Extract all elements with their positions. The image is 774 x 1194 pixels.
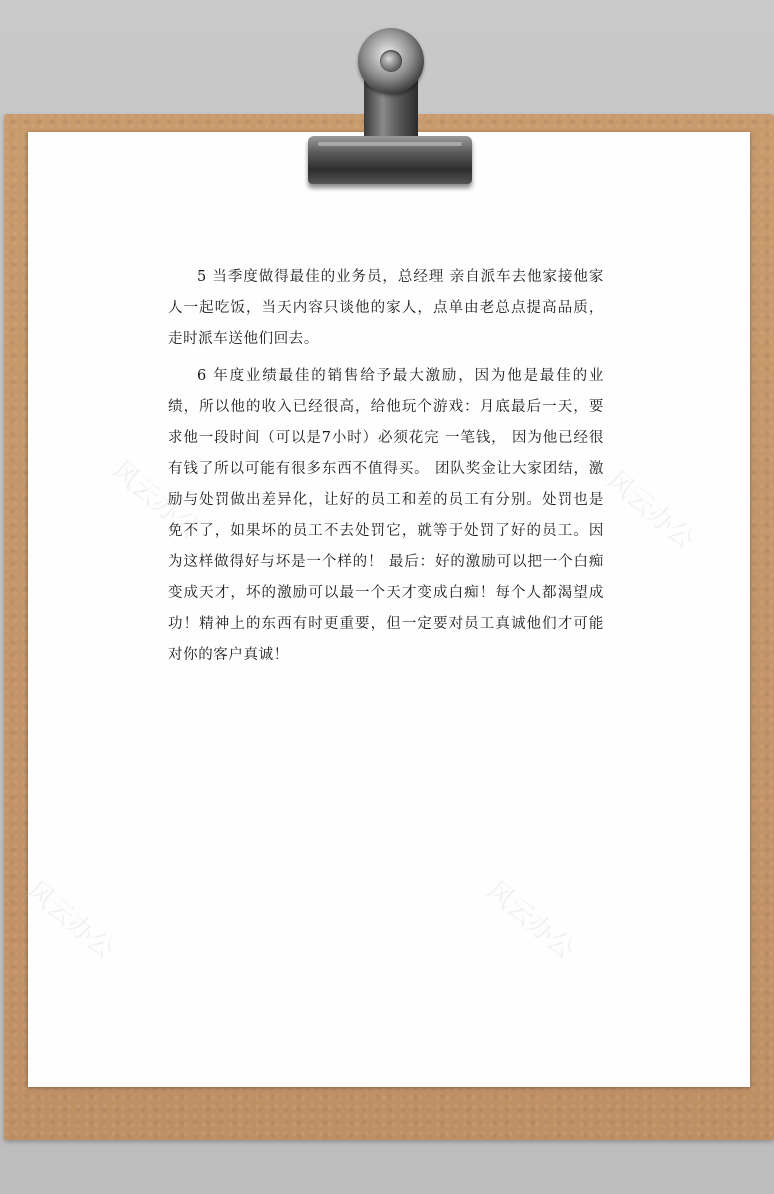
watermark: 风云办公 — [105, 455, 205, 546]
watermark: 风云办公 — [600, 465, 700, 556]
watermark: 风云办公 — [480, 875, 580, 966]
paragraph-6: 6 年度业绩最佳的销售给予最大激励，因为他是最佳的业绩，所以他的收入已经很高，给他玩个游戏：月底最后一天，要求他一段时间（可以是7小时）必须花完 一笔钱， 因为他已经很有钱了所以可能有很多东西不值得买。 团队奖金让大家团结，激励与处罚做出差异化，让好的员工和差的员工有分别。处罚也是免不了，如果坏的员工不去处罚它，就等于处罚了好的员工。因为这样做得好与坏是一个样的！ 最后：好的激励可以把一个白痴变成天才，坏的激励可以最一个天才变成白痴！每个人都渴望成功！精神上的东西有时更重要，但一定要对员工真诚他们才可能对你的客户真诚！ — [168, 368, 604, 663]
watermark: 风云办公 — [20, 875, 120, 966]
document-body — [168, 262, 604, 677]
binder-clip-icon — [300, 24, 480, 184]
paragraph-5: 5 当季度做得最佳的业务员，总经理 亲自派车去他家接他家人一起吃饭，当天内容只谈他的家人，点单由老总点提高品质，走时派车送他们回去。 — [168, 269, 604, 347]
